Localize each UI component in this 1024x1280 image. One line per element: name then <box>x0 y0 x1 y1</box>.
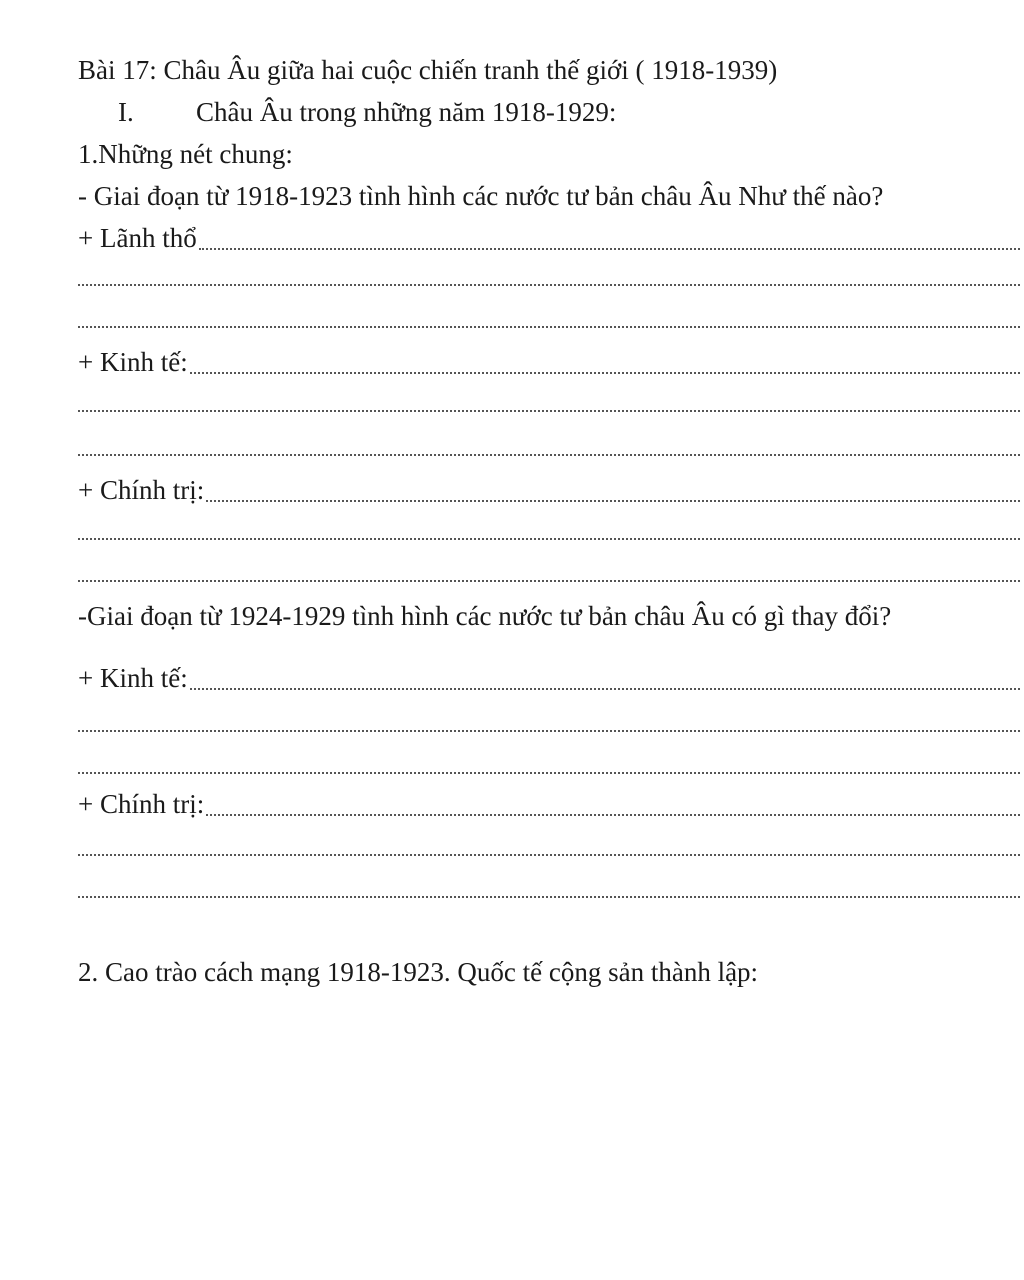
section-numeral: I. <box>118 97 134 127</box>
answer-row-territory[interactable] <box>78 220 1020 256</box>
answer-dotted-line[interactable] <box>78 410 1020 412</box>
label-politics-2: + Chính trị: <box>78 789 205 819</box>
answer-dotted-line[interactable] <box>78 538 1020 540</box>
label-politics-1: + Chính trị: <box>78 475 205 505</box>
answer-row-politics-1[interactable] <box>78 472 1020 508</box>
section-heading: Châu Âu trong những năm 1918-1929: <box>196 97 617 127</box>
answer-dotted-line[interactable] <box>206 500 1020 502</box>
answer-dotted-line[interactable] <box>78 772 1020 774</box>
answer-dotted-line[interactable] <box>78 896 1020 898</box>
answer-row-economy-2[interactable] <box>78 660 1020 696</box>
answer-dotted-line[interactable] <box>190 372 1020 374</box>
answer-dotted-line[interactable] <box>78 284 1020 286</box>
answer-dotted-line[interactable] <box>78 730 1020 732</box>
subsection-2-heading: 2. Cao trào cách mạng 1918-1923. Quốc tế cộng sản thành lập: <box>78 957 759 987</box>
question-2: -Giai đoạn từ 1924-1929 tình hình các nước tư bản châu Âu có gì thay đổi? <box>78 601 892 631</box>
answer-dotted-line[interactable] <box>190 688 1020 690</box>
answer-row-politics-2[interactable] <box>78 786 1020 822</box>
answer-dotted-line[interactable] <box>199 248 1020 250</box>
question-1: - Giai đoạn từ 1918-1923 tình hình các nước tư bản châu Âu Như thế nào? <box>78 181 884 211</box>
subsection-1-heading: 1.Những nét chung: <box>78 139 293 169</box>
label-economy-2: + Kinh tế: <box>78 663 188 693</box>
answer-dotted-line[interactable] <box>78 580 1020 582</box>
label-territory: + Lãnh thổ <box>78 223 197 253</box>
answer-dotted-line[interactable] <box>78 854 1020 856</box>
lesson-title: Bài 17: Châu Âu giữa hai cuộc chiến tranh thế giới ( 1918-1939) <box>78 55 778 85</box>
label-economy-1: + Kinh tế: <box>78 347 188 377</box>
answer-dotted-line[interactable] <box>78 454 1020 456</box>
answer-row-economy-1[interactable] <box>78 344 1020 380</box>
answer-dotted-line[interactable] <box>78 326 1020 328</box>
answer-dotted-line[interactable] <box>206 814 1020 816</box>
